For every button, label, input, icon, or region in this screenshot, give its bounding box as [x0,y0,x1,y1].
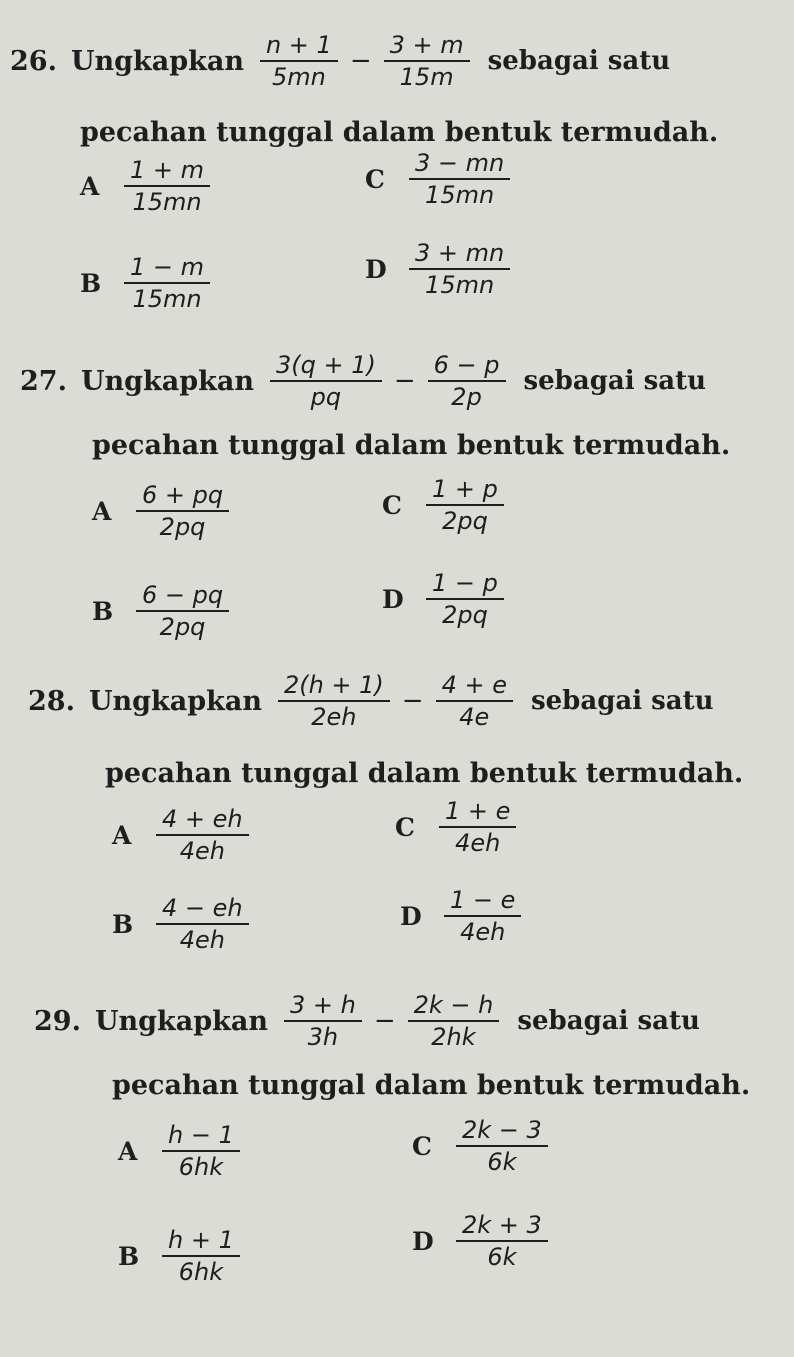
option-fraction [124,155,210,217]
fraction-denominator: 2pq [159,613,206,641]
option-d[interactable] [365,238,514,300]
question-number: 28. [28,685,75,717]
option-d[interactable] [382,568,508,630]
fraction-2 [436,670,513,732]
option-letter: D [400,901,422,931]
question-verb: Ungkapkan [94,1005,268,1037]
question-line-2: pecahan tunggal dalam bentuk termudah. [92,430,731,461]
option-fraction [444,885,521,947]
question-stem [28,670,714,732]
question-stem [20,350,706,412]
option-b[interactable] [80,252,214,314]
fraction-denominator: 4eh [179,837,225,865]
fraction-2 [408,990,500,1052]
fraction-numerator: 3(q + 1) [275,351,376,379]
fraction-numerator: 1 − e [450,886,516,914]
option-d[interactable] [412,1210,552,1272]
option-b[interactable] [92,580,233,642]
option-letter: C [365,164,385,194]
option-letter: B [118,1241,140,1271]
option-letter: C [412,1131,432,1161]
question-verb: Ungkapkan [80,365,254,397]
fraction-denominator: 15mn [132,188,202,216]
option-b[interactable] [118,1225,244,1287]
option-fraction [409,238,510,300]
fraction-numerator: 4 − eh [162,894,243,922]
fraction-numerator: h − 1 [168,1121,234,1149]
option-a[interactable] [118,1120,244,1182]
question-line-2: pecahan tunggal dalam bentuk termudah. [105,758,744,789]
option-a[interactable] [112,804,253,866]
question-tail: sebagai satu [523,366,707,396]
minus-operator: − [373,1006,396,1036]
option-fraction [426,568,504,630]
option-a[interactable] [80,155,214,217]
question-stem [34,990,700,1052]
question-verb: Ungkapkan [88,685,262,717]
question-number: 27. [20,365,67,397]
fraction-1 [278,670,390,732]
option-letter: D [412,1226,434,1256]
fraction-numerator: 3 + m [389,31,464,59]
option-letter: D [365,254,387,284]
fraction-denominator: 6k [487,1243,517,1271]
option-letter: C [382,490,402,520]
option-fraction [162,1225,240,1287]
fraction-denominator: 4e [459,703,490,731]
option-fraction [136,480,229,542]
fraction-numerator: 1 + e [445,797,511,825]
fraction-numerator: 4 + eh [162,805,243,833]
fraction-numerator: 1 − m [130,253,205,281]
fraction-numerator: 2k + 3 [462,1211,542,1239]
fraction-numerator: 6 − pq [142,581,224,609]
option-d[interactable] [400,885,525,947]
fraction-denominator: 15m [399,63,454,91]
fraction-denominator: 15mn [425,271,495,299]
fraction-numerator: 3 + mn [415,239,505,267]
fraction-numerator: h + 1 [168,1226,234,1254]
option-letter: B [92,596,114,626]
minus-operator: − [393,366,416,396]
option-letter: A [112,820,132,850]
fraction-denominator: 2eh [311,703,357,731]
fraction-denominator: 6hk [178,1153,224,1181]
option-letter: A [92,496,112,526]
option-letter: B [112,909,134,939]
option-b[interactable] [112,893,253,955]
option-fraction [136,580,229,642]
option-letter: A [118,1136,138,1166]
fraction-2 [384,30,470,92]
fraction-numerator: 2(h + 1) [283,671,384,699]
option-letter: B [80,268,102,298]
fraction-numerator: 2k − h [413,991,494,1019]
fraction-denominator: 2p [451,383,482,411]
fraction-numerator: 3 + h [289,991,356,1019]
fraction-denominator: 2pq [442,507,488,535]
question-line-2: pecahan tunggal dalam bentuk termudah. [112,1070,751,1101]
fraction-1 [270,350,382,412]
fraction-numerator: 3 − mn [415,149,505,177]
option-fraction [439,796,516,858]
fraction-denominator: pq [310,383,342,411]
fraction-1 [260,30,338,92]
option-letter: A [80,171,100,201]
option-fraction [456,1210,548,1272]
question-number: 29. [34,1005,81,1037]
fraction-numerator: n + 1 [265,31,332,59]
question-verb: Ungkapkan [70,45,244,77]
option-letter: D [382,584,404,614]
option-c[interactable] [395,796,520,858]
fraction-denominator: 2hk [431,1023,476,1051]
fraction-denominator: 5mn [271,63,326,91]
question-tail: sebagai satu [487,46,671,76]
fraction-1 [284,990,362,1052]
option-fraction [409,148,510,210]
fraction-denominator: 15mn [425,181,495,209]
fraction-denominator: 4eh [460,918,506,946]
fraction-denominator: 6hk [178,1258,224,1286]
minus-operator: − [349,46,372,76]
option-a[interactable] [92,480,233,542]
question-tail: sebagai satu [531,686,714,716]
fraction-2 [428,350,506,412]
fraction-denominator: 2pq [442,601,488,629]
fraction-denominator: 4eh [179,926,225,954]
fraction-numerator: 1 + m [130,156,205,184]
option-fraction [426,474,504,536]
fraction-denominator: 15mn [132,285,202,313]
option-c[interactable] [365,148,514,210]
fraction-denominator: 4eh [455,829,501,857]
option-fraction [124,252,210,314]
question-stem [10,30,670,92]
option-letter: C [395,812,415,842]
fraction-numerator: 6 − p [433,351,500,379]
option-fraction [162,1120,240,1182]
option-c[interactable] [382,474,508,536]
question-tail: sebagai satu [517,1006,700,1036]
fraction-numerator: 4 + e [441,671,507,699]
question-number: 26. [10,45,57,77]
fraction-numerator: 1 − p [432,569,498,597]
fraction-denominator: 6k [487,1148,517,1176]
question-line-2: pecahan tunggal dalam bentuk termudah. [80,117,719,148]
option-fraction [456,1115,548,1177]
fraction-denominator: 3h [307,1023,339,1051]
fraction-numerator: 6 + pq [142,481,224,509]
fraction-numerator: 1 + p [432,475,498,503]
option-fraction [156,804,249,866]
option-fraction [156,893,249,955]
fraction-denominator: 2pq [159,513,206,541]
minus-operator: − [401,686,424,716]
option-c[interactable] [412,1115,552,1177]
fraction-numerator: 2k − 3 [462,1116,542,1144]
